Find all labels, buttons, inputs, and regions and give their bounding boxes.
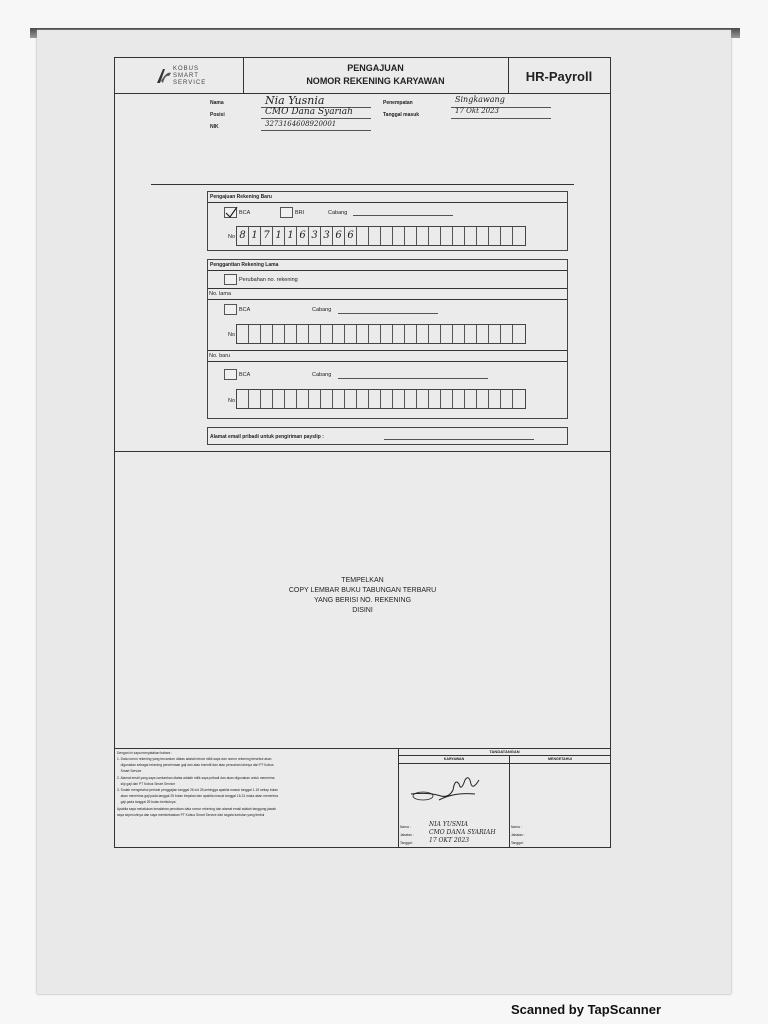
replacement-account-digit-cell[interactable] <box>345 390 357 408</box>
old-account-digit-cell[interactable] <box>309 325 321 343</box>
cabang-field[interactable] <box>353 215 453 216</box>
statement-line: digunakan sebagai rekening penerimaan gaji dan atau insentif dan atau pencairan lainnya dari PT Kobus <box>117 763 274 768</box>
replacement-account-digit-cell[interactable] <box>513 390 525 408</box>
emp-jabatan-label: Jabatan : <box>400 833 414 837</box>
statement-line: 1. Data nomor rekening yang tercantum diatas adalah benar milik saya dan nomor rekening tersebut akan <box>117 757 272 761</box>
new-account-digit-cell[interactable]: 1 <box>285 227 297 245</box>
attachment-area <box>115 452 610 748</box>
replacement-account-digit-cell[interactable] <box>441 390 453 408</box>
new-account-digit-cell[interactable]: 8 <box>237 227 249 245</box>
old-account-digit-cell[interactable] <box>237 325 249 343</box>
bri-checkbox[interactable] <box>280 207 293 218</box>
company-logo <box>155 65 237 87</box>
form-title-line1: PENGAJUAN <box>347 63 404 73</box>
replacement-account-digit-cell[interactable] <box>309 390 321 408</box>
replacement-account-digit-cell[interactable] <box>297 390 309 408</box>
replacement-account-digit-cell[interactable] <box>273 390 285 408</box>
old-account-digit-cell[interactable] <box>513 325 525 343</box>
new-no-label: No <box>228 398 236 404</box>
nik-value: 3273164608920001 <box>265 120 337 128</box>
new-account-digit-cell[interactable]: 6 <box>345 227 357 245</box>
new-account-digit-cell[interactable]: 6 <box>333 227 345 245</box>
old-account-digit-cell[interactable] <box>297 325 309 343</box>
new-number-label: No. baru <box>209 353 231 359</box>
replacement-account-digit-cell[interactable] <box>285 390 297 408</box>
nik-label: NIK <box>210 124 219 130</box>
account-form <box>114 57 611 848</box>
old-account-digit-cell[interactable] <box>369 325 381 343</box>
attach-line3: YANG BERISI NO. REKENING <box>313 597 412 604</box>
new-account-digit-cell[interactable]: 3 <box>321 227 333 245</box>
old-account-digit-cell[interactable] <box>393 325 405 343</box>
old-no-label: No <box>228 332 236 338</box>
old-bca-checkbox[interactable] <box>224 304 237 315</box>
new-account-digit-cell[interactable] <box>513 227 525 245</box>
new-account-digit-cell[interactable] <box>441 227 453 245</box>
attach-line4: DISINI <box>352 607 373 614</box>
new-account-digit-cell[interactable] <box>465 227 477 245</box>
replacement-account-digit-cell[interactable] <box>357 390 369 408</box>
new-cabang-label: Cabang <box>312 372 332 378</box>
replacement-account-digit-cell[interactable] <box>405 390 417 408</box>
replacement-account-digit-cell[interactable] <box>417 390 429 408</box>
mgr-nama-label: Nama : <box>511 825 522 829</box>
logo-text-1: KOBUS <box>173 66 200 72</box>
replacement-account-digit-cell[interactable] <box>369 390 381 408</box>
old-account-digit-cell[interactable] <box>405 325 417 343</box>
emp-tanggal-value: 17 OKT 2023 <box>429 837 470 844</box>
old-account-digit-cell[interactable] <box>357 325 369 343</box>
old-account-digit-cell[interactable] <box>285 325 297 343</box>
replacement-account-digit-cell[interactable] <box>489 390 501 408</box>
logo-text-2: SMART <box>173 73 199 79</box>
old-account-number-field[interactable] <box>236 324 526 344</box>
new-account-digit-cell[interactable]: 6 <box>297 227 309 245</box>
replacement-account-digit-cell[interactable] <box>333 390 345 408</box>
statement-line: Smart Service <box>117 769 142 774</box>
new-account-digit-cell[interactable] <box>369 227 381 245</box>
emp-nama-value: NIA YUSNIA <box>429 821 468 828</box>
new-account-number-field[interactable] <box>236 226 526 246</box>
replacement-account-digit-cell[interactable] <box>393 390 405 408</box>
new-account-digit-cell[interactable] <box>381 227 393 245</box>
tanggal-masuk-value: 17 Okt 2023 <box>455 107 499 115</box>
new-account-digit-cell[interactable]: 1 <box>273 227 285 245</box>
replacement-account-number-field[interactable] <box>236 389 526 409</box>
emp-jabatan-value: CMO DANA SYARIAH <box>429 829 496 836</box>
old-account-section <box>207 259 568 419</box>
old-account-digit-cell[interactable] <box>345 325 357 343</box>
cabang-label: Cabang <box>328 210 348 216</box>
statement-line: gaji pada tanggal 25 bulan berikutnya. <box>117 800 177 805</box>
new-cabang-field[interactable] <box>338 378 488 379</box>
replacement-account-digit-cell[interactable] <box>237 390 249 408</box>
logo-text-3: SERVICE <box>173 80 207 86</box>
scanner-watermark: Scanned by TapScanner <box>511 1002 662 1017</box>
new-account-section <box>207 191 568 251</box>
old-account-digit-cell[interactable] <box>333 325 345 343</box>
tanggal-masuk-label: Tanggal masuk <box>383 112 420 118</box>
old-account-digit-cell[interactable] <box>441 325 453 343</box>
posisi-label: Posisi <box>210 112 225 118</box>
old-account-digit-cell[interactable] <box>273 325 285 343</box>
new-account-digit-cell[interactable] <box>393 227 405 245</box>
posisi-value: CMO Dana Syariah <box>265 107 353 117</box>
new-account-digit-cell[interactable] <box>429 227 441 245</box>
statement-line: slip gaji dari PT Kobus Smart Service <box>117 781 176 786</box>
attach-line2: COPY LEMBAR BUKU TABUNGAN TERBARU <box>288 587 437 594</box>
emp-nama-label: Nama : <box>400 825 411 829</box>
email-label: Alamat email pribadi untuk pengiriman payslip : <box>210 434 324 440</box>
change-number-checkbox[interactable] <box>224 274 237 285</box>
email-section <box>207 427 568 445</box>
replacement-account-digit-cell[interactable] <box>429 390 441 408</box>
mgr-tanggal-label: Tanggal : <box>511 841 525 845</box>
department-label: HR-Payroll <box>525 69 593 84</box>
form-title-line2: NOMOR REKENING KARYAWAN <box>306 76 445 86</box>
new-account-digit-cell[interactable] <box>489 227 501 245</box>
penempatan-value: Singkawang <box>455 95 505 104</box>
new-account-digit-cell[interactable] <box>405 227 417 245</box>
mengetahui-label: MENGETAHUI <box>548 757 572 761</box>
old-cabang-label: Cabang <box>312 307 332 313</box>
employee-signature <box>409 770 489 810</box>
replacement-account-digit-cell[interactable] <box>453 390 465 408</box>
change-number-label: Perubahan no. rekening <box>239 277 298 283</box>
attach-line1: TEMPELKAN <box>341 577 384 584</box>
bca-checkbox[interactable] <box>224 207 237 218</box>
new-account-digit-cell[interactable] <box>453 227 465 245</box>
new-account-digit-cell[interactable] <box>357 227 369 245</box>
new-account-digit-cell[interactable] <box>477 227 489 245</box>
signature-section <box>399 748 610 848</box>
signature-title: TANDATANGAN <box>489 749 520 754</box>
statement-line: 3. Sudah mengetahui periode penggajian tanggal 26 s/d 25,sehingga apabila masuk tanggal 1-15 setiap bulan <box>117 788 278 793</box>
old-bca-label: BCA <box>239 307 251 313</box>
checkmark-icon <box>225 207 238 218</box>
new-bca-checkbox[interactable] <box>224 369 237 380</box>
new-account-digit-cell[interactable]: 3 <box>309 227 321 245</box>
old-account-digit-cell[interactable] <box>417 325 429 343</box>
old-account-digit-cell[interactable] <box>261 325 273 343</box>
replacement-account-digit-cell[interactable] <box>249 390 261 408</box>
old-account-digit-cell[interactable] <box>453 325 465 343</box>
replacement-account-digit-cell[interactable] <box>321 390 333 408</box>
old-account-digit-cell[interactable] <box>477 325 489 343</box>
replacement-account-digit-cell[interactable] <box>465 390 477 408</box>
employee-section <box>115 94 610 184</box>
statement-line: saya sepenuhnya dan saya membebaskan PT Kobus Smart Service dari segala tuntutan yang timbul <box>117 812 265 817</box>
statement-line: 2. Alamat email yang saya cantumkan diatas adalah milik saya pribadi dan akan digunakan untuk menerima <box>117 775 275 780</box>
replacement-account-digit-cell[interactable] <box>477 390 489 408</box>
bri-label: BRI <box>295 210 305 216</box>
statement-intro: Dengan ini saya menyatakan bahwa : <box>117 751 172 755</box>
old-cabang-field[interactable] <box>338 313 438 314</box>
new-account-digit-cell[interactable] <box>501 227 513 245</box>
bca-label: BCA <box>239 210 251 216</box>
new-bca-label: BCA <box>239 372 251 378</box>
old-number-label: No. lama <box>209 291 232 297</box>
nama-value: Nia Yusnia <box>265 94 325 107</box>
replacement-account-digit-cell[interactable] <box>381 390 393 408</box>
new-account-title: Pengajuan Rekening Baru <box>210 194 272 200</box>
old-account-digit-cell[interactable] <box>501 325 513 343</box>
old-account-digit-cell[interactable] <box>381 325 393 343</box>
old-account-digit-cell[interactable] <box>321 325 333 343</box>
new-account-digit-cell[interactable]: 1 <box>249 227 261 245</box>
old-account-digit-cell[interactable] <box>249 325 261 343</box>
form-header <box>115 58 610 93</box>
new-account-digit-cell[interactable]: 7 <box>261 227 273 245</box>
karyawan-label: KARYAWAN <box>443 757 465 761</box>
new-account-digit-cell[interactable] <box>417 227 429 245</box>
replacement-account-digit-cell[interactable] <box>261 390 273 408</box>
replacement-account-digit-cell[interactable] <box>501 390 513 408</box>
penempatan-label: Penempatan <box>383 100 413 106</box>
mgr-jabatan-label: Jabatan : <box>511 833 525 837</box>
no-label: No <box>228 234 236 240</box>
emp-tanggal-label: Tanggal : <box>400 841 414 845</box>
statement-section <box>117 750 397 848</box>
old-account-title: Penggantian Rekening Lama <box>210 262 279 268</box>
old-account-digit-cell[interactable] <box>429 325 441 343</box>
statement-line: Apabila saya melakukan kesalahan penulisan data nomor rekening dan alamat email adalah tanggung jawab <box>117 806 276 811</box>
statement-line: akan menerima gaji pada tanggal 25 bulan berjalan dan apabila masuk tanggal 16-31 maka akan menerima <box>117 794 278 799</box>
old-account-digit-cell[interactable] <box>465 325 477 343</box>
email-field[interactable] <box>384 439 534 440</box>
nama-label: Nama <box>210 100 224 106</box>
logo-mark-icon <box>155 67 171 85</box>
old-account-digit-cell[interactable] <box>489 325 501 343</box>
